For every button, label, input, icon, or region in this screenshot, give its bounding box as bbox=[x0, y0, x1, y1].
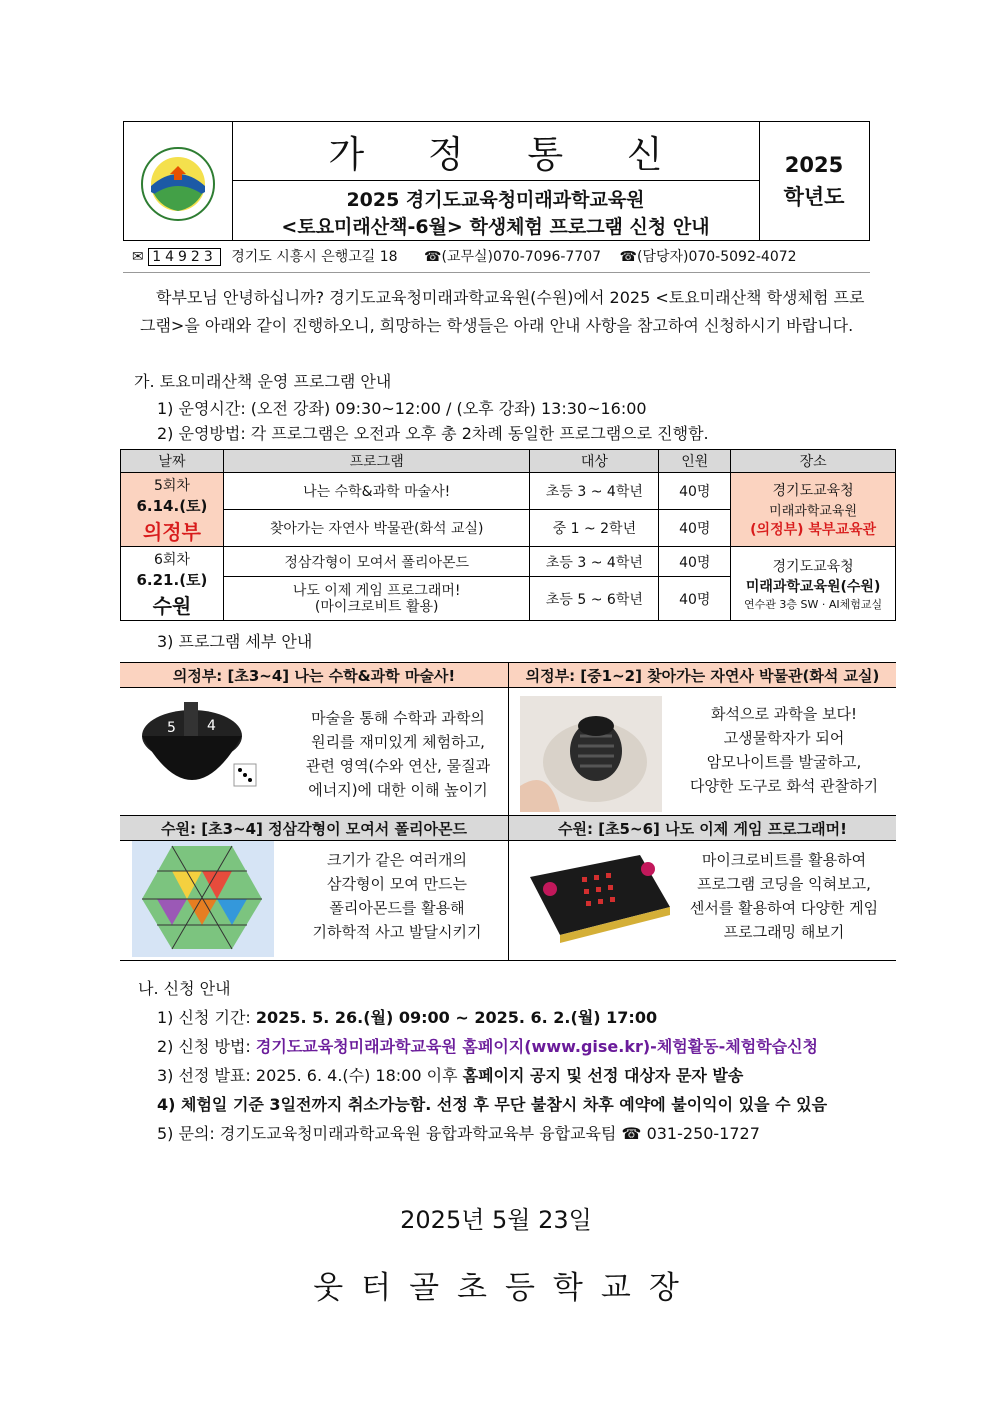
table-row bbox=[121, 473, 896, 510]
desc-line: 원리를 재미있게 체험하고, bbox=[311, 733, 485, 751]
target-cell: 초등 3 ~ 4학년 bbox=[530, 473, 659, 510]
col-program: 프로그램 bbox=[223, 450, 530, 473]
place-line: (의정부) 북부교육관 bbox=[750, 522, 877, 538]
city-label: 수원 bbox=[152, 593, 192, 618]
desc-line: 암모나이트를 발굴하고, bbox=[706, 753, 862, 771]
item-value: 홈페이지 공지 및 선정 대상자 문자 발송 bbox=[462, 1066, 744, 1085]
doc-title: 가 정 통 신 bbox=[232, 122, 759, 181]
section-a-item3: 3) 프로그램 세부 안내 bbox=[157, 632, 313, 651]
school-year: 2025 bbox=[784, 153, 844, 177]
detail-desc bbox=[288, 706, 508, 802]
desc-line: 프로그래밍 해보기 bbox=[723, 923, 845, 941]
apply-item bbox=[138, 1003, 898, 1032]
count-cell: 40명 bbox=[659, 510, 731, 547]
section-a-title: 가. 토요미래산책 운영 프로그램 안내 bbox=[134, 372, 392, 391]
item-label: 3) 선정 발표: 2025. 6. 4.(수) 18:00 이후 bbox=[157, 1066, 463, 1085]
group1-date-cell bbox=[121, 473, 224, 547]
desc-line: 프로그램 코딩을 익혀보고, bbox=[697, 875, 871, 893]
intro-paragraph bbox=[140, 284, 870, 340]
polyamond-icon bbox=[132, 841, 274, 957]
item-value: 2025. 5. 26.(월) 09:00 ~ 2025. 6. 2.(월) 17:00 bbox=[255, 1008, 658, 1027]
count-cell: 40명 bbox=[659, 577, 731, 621]
desc-line: 기하학적 사고 발달시키기 bbox=[312, 923, 482, 941]
homepage-link: 경기도교육청미래과학교육원 홈페이지(www.gise.kr)-체험활동-체험학습신청 bbox=[255, 1037, 819, 1056]
detail-desc bbox=[672, 702, 896, 798]
desc-line: 에너지)에 대한 이해 높이기 bbox=[308, 781, 488, 799]
program-cell: 찾아가는 자연사 박물관(화석 교실) bbox=[223, 510, 530, 547]
magic-top-icon bbox=[132, 694, 277, 806]
section-a-item2: 2) 운영방법: 각 프로그램은 오전과 오후 총 2차례 동일한 프로그램으로 진행함. bbox=[157, 424, 709, 443]
desc-line: 크기가 같은 여러개의 bbox=[327, 851, 467, 869]
count-cell: 40명 bbox=[659, 547, 731, 577]
svg-text:5: 5 bbox=[167, 720, 176, 736]
detail-caption: 수원: [초5~6] 나도 이제 게임 프로그래머! bbox=[509, 815, 896, 841]
staff-phone: ☎(담당자)070-5092-4072 bbox=[619, 249, 797, 265]
desc-line: 폴리아몬드를 활용해 bbox=[329, 899, 465, 917]
intro-text: 학부모님 안녕하십니까? 경기도교육청미래과학교육원(수원)에서 2025 <토요미래산책 학생체험 프로그램>을 아래와 같이 진행하오니, 희망하는 학생들은 아래 안내 사항을 참고하여 신청하시기 바랍니다. bbox=[140, 288, 865, 335]
place-line: 미래과학교육원(수원) bbox=[745, 578, 881, 595]
school-logo-icon bbox=[124, 122, 232, 240]
target-cell: 초등 5 ~ 6학년 bbox=[530, 577, 659, 621]
detail-desc bbox=[672, 848, 896, 944]
detail-caption: 의정부: [초3~4] 나는 수학&과학 마술사! bbox=[120, 662, 508, 688]
item-label: 1) 신청 기간: bbox=[157, 1008, 256, 1027]
apply-item bbox=[138, 1061, 898, 1090]
place-line: 미래과학교육원 bbox=[769, 504, 858, 519]
desc-line: 마술을 통해 수학과 과학의 bbox=[311, 709, 485, 727]
program-cell: 나는 수학&과학 마술사! bbox=[223, 473, 530, 510]
trilobite-fossil-icon bbox=[520, 696, 662, 812]
program-cell bbox=[223, 577, 530, 621]
header-box bbox=[123, 121, 870, 241]
place-line: 연수관 3층 SW · AI체험교실 bbox=[744, 597, 883, 611]
group2-date-cell bbox=[121, 547, 224, 621]
mail-icon: ✉ bbox=[132, 249, 144, 265]
zip-code: 14923 bbox=[148, 248, 221, 266]
desc-line: 고생물학자가 되어 bbox=[723, 729, 845, 747]
desc-line: 화석으로 과학을 보다! bbox=[711, 705, 857, 723]
program-table bbox=[120, 449, 896, 621]
col-count: 인원 bbox=[659, 450, 731, 473]
detail-caption: 수원: [초3~4] 정삼각형이 모여서 폴리아몬드 bbox=[120, 815, 508, 841]
group1-place-cell bbox=[731, 473, 896, 547]
desc-line: 삼각형이 모여 만드는 bbox=[327, 875, 467, 893]
target-cell: 중 1 ~ 2학년 bbox=[530, 510, 659, 547]
detail-grid bbox=[120, 662, 896, 962]
detail-caption: 의정부: [중1~2] 찾아가는 자연사 박물관(화석 교실) bbox=[509, 662, 896, 688]
date-label: 6.14.(토) bbox=[136, 496, 208, 515]
program-line: 나도 이제 게임 프로그래머! bbox=[292, 582, 461, 599]
city-label: 의정부 bbox=[142, 519, 201, 544]
section-b-title: 나. 신청 안내 bbox=[138, 979, 231, 998]
program-cell: 정삼각형이 모여서 폴리아몬드 bbox=[223, 547, 530, 577]
round-label: 5회차 bbox=[153, 477, 190, 494]
count-cell: 40명 bbox=[659, 473, 731, 510]
microbit-icon bbox=[520, 847, 680, 949]
doc-subtitle: <토요미래산책-6월> 학생체험 프로그램 신청 안내 bbox=[281, 216, 710, 238]
issue-date: 2025년 5월 23일 bbox=[400, 1206, 592, 1234]
item-label: 2) 신청 방법: bbox=[157, 1037, 256, 1056]
apply-item bbox=[138, 1032, 898, 1061]
signer: 웃터골초등학교장 bbox=[313, 1270, 697, 1306]
group2-place-cell bbox=[731, 547, 896, 621]
svg-text:4: 4 bbox=[207, 718, 216, 734]
detail-desc bbox=[286, 848, 508, 944]
desc-line: 다양한 도구로 화석 관찰하기 bbox=[689, 777, 879, 795]
section-a-item1: 1) 운영시간: (오전 강좌) 09:30~12:00 / (오후 강좌) 13:30~16:00 bbox=[157, 399, 647, 418]
col-place: 장소 bbox=[731, 450, 896, 473]
program-line: (마이크로비트 활용) bbox=[314, 598, 439, 615]
apply-item: 5) 문의: 경기도교육청미래과학교육원 융합과학교육부 융합교육팀 ☎ 031-250-1727 bbox=[157, 1124, 760, 1143]
office-phone: ☎(교무실)070-7096-7707 bbox=[424, 249, 602, 265]
desc-line: 센서를 활용하여 다양한 게임 bbox=[689, 899, 879, 917]
apply-item: 4) 체험일 기준 3일전까지 취소가능함. 선정 후 무단 불참시 차후 예약에 불이익이 있을 수 있음 bbox=[157, 1095, 828, 1114]
street-address: 경기도 시흥시 은행고길 18 bbox=[231, 249, 398, 265]
date-label: 6.21.(토) bbox=[136, 570, 208, 589]
school-year-label: 학년도 bbox=[783, 185, 845, 209]
table-row bbox=[121, 547, 896, 577]
divider bbox=[123, 272, 870, 273]
application-section bbox=[138, 974, 898, 1148]
desc-line: 마이크로비트를 활용하여 bbox=[701, 851, 867, 869]
col-date: 날짜 bbox=[121, 450, 224, 473]
doc-org-line: 2025 경기도교육청미래과학교육원 bbox=[346, 189, 645, 211]
address-line bbox=[132, 246, 872, 266]
school-logo-cell bbox=[124, 122, 233, 240]
round-label: 6회차 bbox=[153, 551, 190, 568]
place-line: 경기도교육청 bbox=[772, 483, 854, 499]
target-cell: 초등 3 ~ 4학년 bbox=[530, 547, 659, 577]
desc-line: 관련 영역(수와 연산, 물질과 bbox=[305, 757, 491, 775]
place-line: 경기도교육청 bbox=[772, 558, 854, 575]
col-target: 대상 bbox=[530, 450, 659, 473]
